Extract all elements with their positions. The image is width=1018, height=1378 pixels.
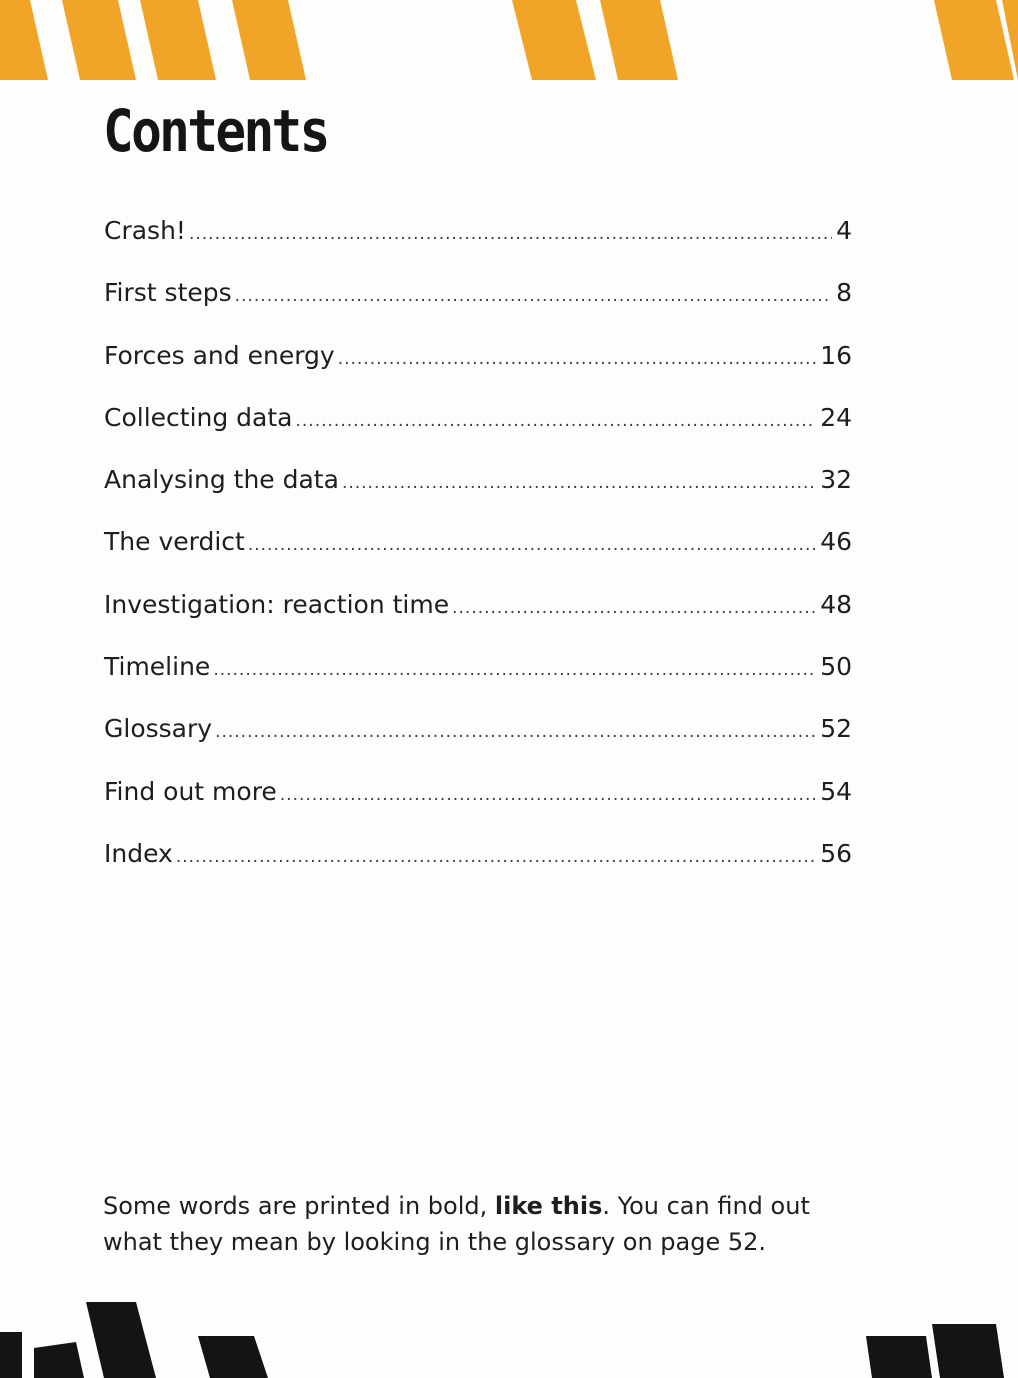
toc-entry-page-number: 4 [836,216,852,245]
top-stripe-5 [512,0,596,80]
table-of-contents [104,200,852,885]
toc-entry-page-number: 8 [836,278,852,308]
toc-entry-page-number: 24 [820,402,852,432]
toc-entry-label: Find out more [104,776,277,806]
toc-entry [104,636,852,698]
toc-dot-leader [452,577,816,639]
page-title: Contents [103,97,328,165]
bottom-stripe-2 [34,1342,84,1378]
toc-entry-label: First steps [104,278,232,308]
toc-entry-label: Forces and energy [104,340,335,370]
toc-entry [104,200,852,262]
bottom-stripe-4 [198,1336,268,1378]
toc-entry [104,698,852,760]
top-stripe-decoration [0,0,1018,80]
top-stripe-3 [140,0,216,80]
toc-entry-page-number: 52 [820,714,852,744]
bottom-stripe-decoration [0,1300,1018,1378]
toc-entry [104,387,852,449]
toc-dot-leader [215,701,816,763]
toc-dot-leader [342,452,816,514]
toc-dot-leader [189,203,832,265]
toc-entry-label: Glossary [104,714,213,744]
note-text-before: Some words are printed in bold, [103,1192,495,1220]
bottom-stripe-3 [86,1302,156,1378]
toc-entry [104,511,852,573]
toc-entry-label: Analysing the data [104,465,339,495]
toc-entry-page-number: 56 [820,838,852,868]
bottom-stripe-5 [866,1336,932,1378]
toc-dot-leader [280,764,816,826]
bold-words-note [103,1188,863,1260]
toc-dot-leader [235,265,832,327]
toc-entry [104,574,852,636]
toc-entry-page-number: 32 [820,465,852,495]
toc-entry-label: Collecting data [104,402,293,432]
bottom-stripe-1 [0,1332,22,1378]
toc-entry-page-number: 54 [820,776,852,806]
note-text-after: . You can find out what they mean by looking in the glossary on page 52. [103,1192,810,1256]
toc-entry [104,325,852,387]
toc-entry-page-number: 50 [820,652,852,682]
note-bold-example: like this [494,1192,603,1220]
toc-entry-page-number: 48 [820,589,852,619]
top-stripe-7 [934,0,1014,80]
toc-dot-leader [176,826,816,888]
toc-entry [104,262,852,324]
toc-dot-leader [213,639,816,701]
toc-dot-leader [338,328,816,390]
toc-entry-page-number: 46 [820,527,852,557]
top-stripe-6 [600,0,678,80]
top-stripe-4 [232,0,306,80]
bottom-stripe-6 [932,1324,1004,1378]
toc-dot-leader [248,514,816,576]
toc-entry [104,823,852,885]
toc-entry [104,761,852,823]
toc-entry-page-number: 16 [820,340,852,370]
toc-entry-label: Timeline [104,652,211,682]
toc-entry-label: Investigation: reaction time [104,589,450,619]
top-stripe-2 [62,0,136,80]
toc-entry-label: Index [104,838,173,868]
toc-entry [104,449,852,511]
toc-entry-label: Crash! [104,216,186,245]
toc-entry-label: The verdict [104,527,245,557]
top-stripe-1 [0,0,48,80]
toc-dot-leader [296,390,817,452]
